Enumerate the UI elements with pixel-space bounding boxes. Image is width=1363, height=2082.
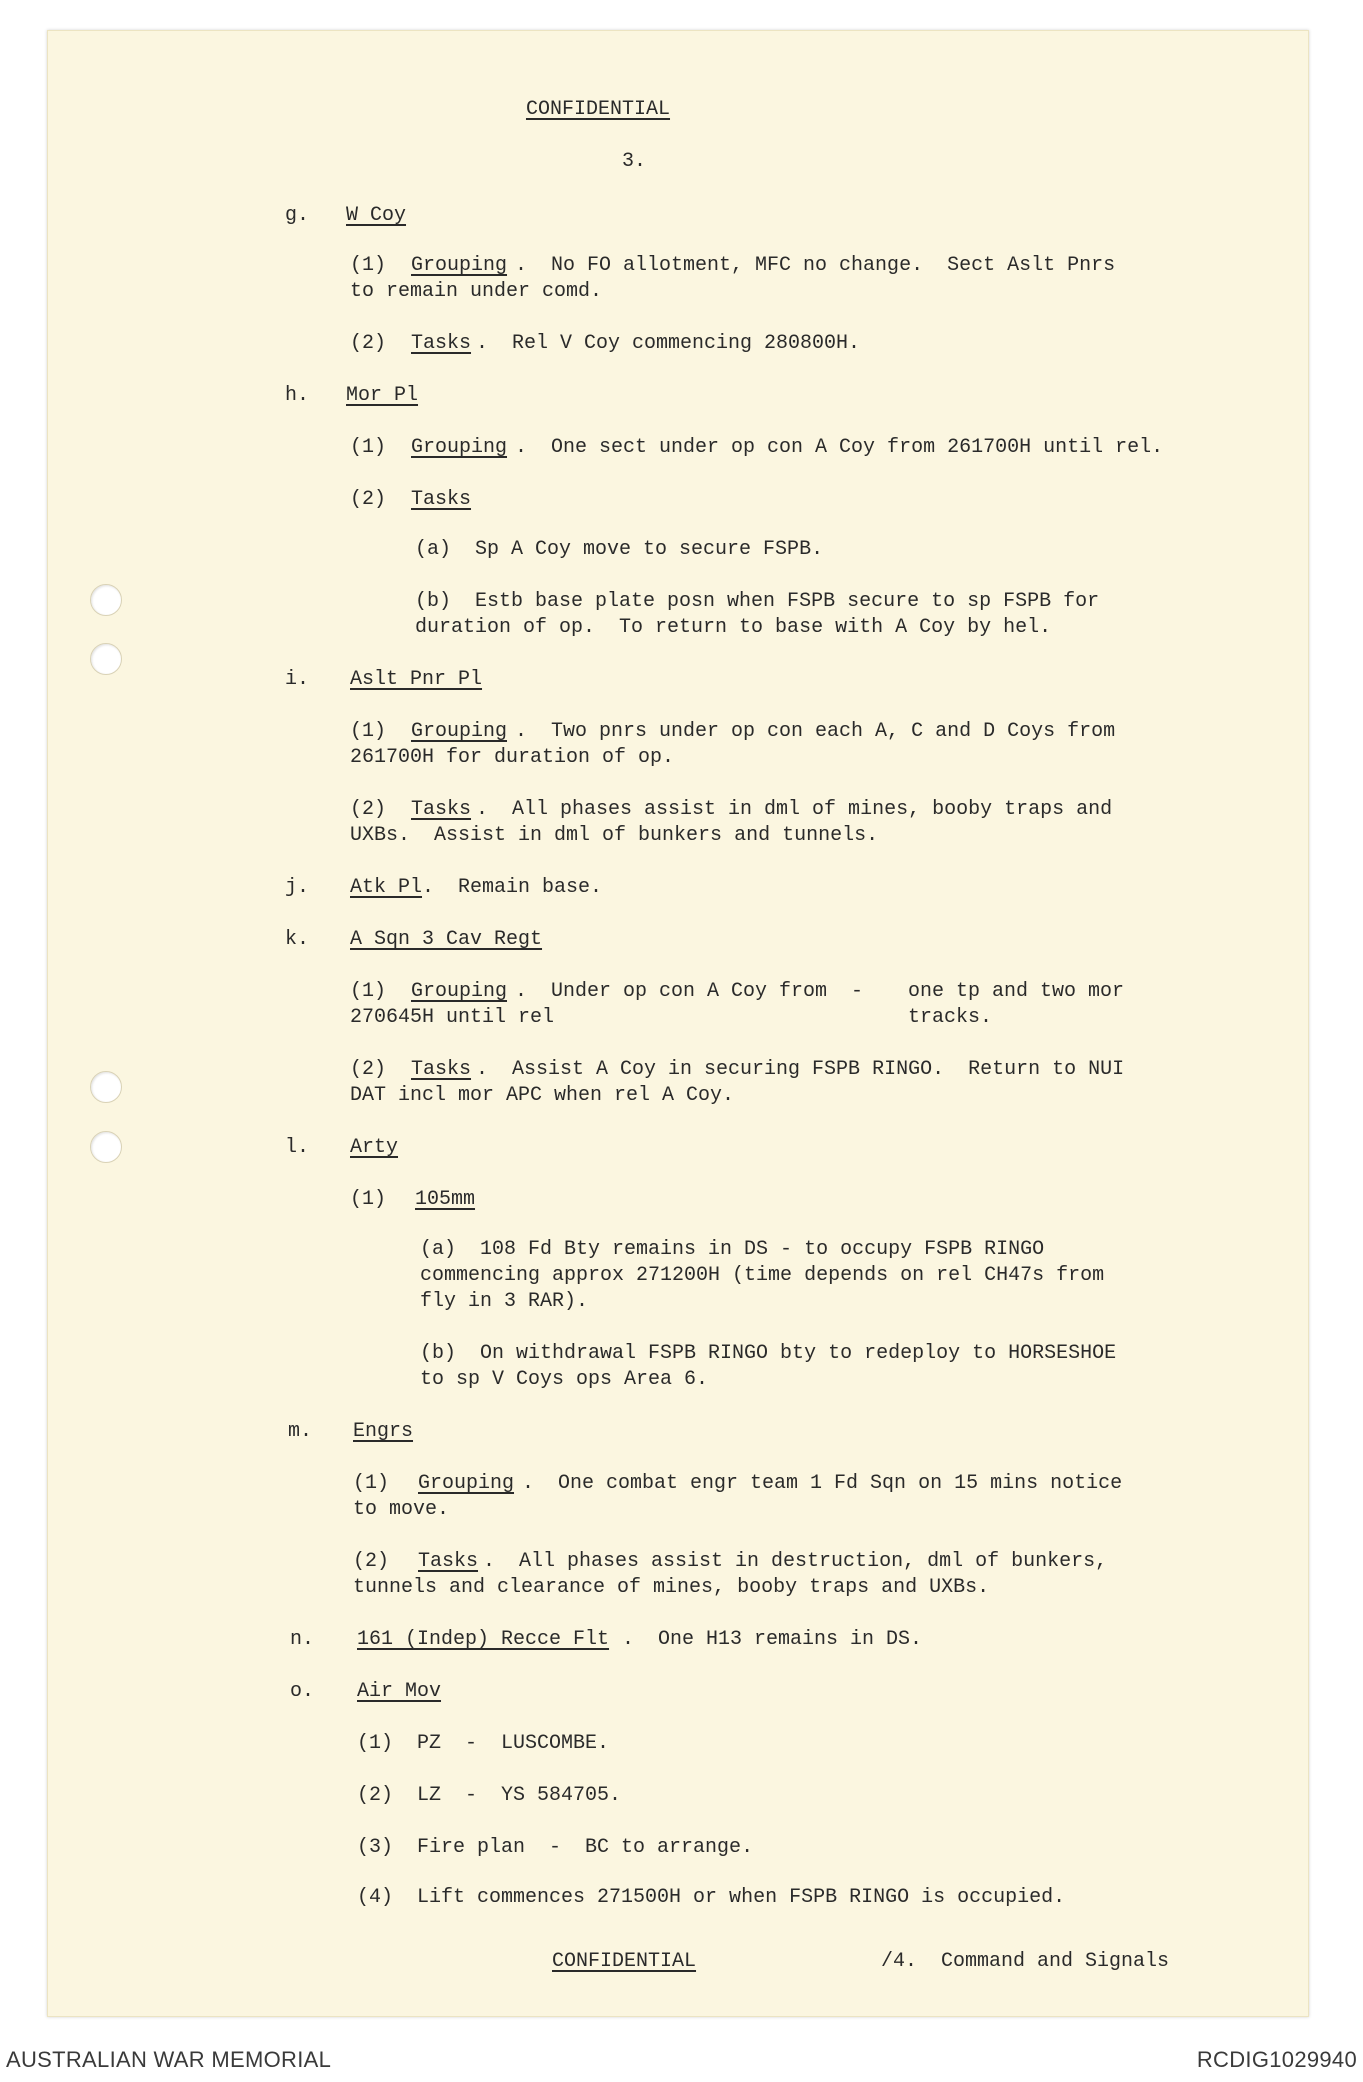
section-title: Arty	[350, 1136, 399, 1159]
item-number: (1)	[350, 980, 387, 1003]
item-text: UXBs. Assist in dml of bunkers and tunnels.	[350, 824, 879, 847]
item-text: . One combat engr team 1 Fd Sqn on 15 mins notice	[522, 1472, 1123, 1495]
item-label: 105mm	[415, 1188, 476, 1211]
section-title: Aslt Pnr Pl	[350, 668, 483, 691]
document-page	[47, 30, 1309, 2017]
item-text: . One H13 remains in DS.	[622, 1628, 923, 1651]
item-label: Tasks	[411, 798, 472, 821]
item-text: 270645H until rel	[350, 1006, 555, 1029]
item-text: to remain under comd.	[350, 280, 603, 303]
item-text: . All phases assist in destruction, dml of bunkers,	[483, 1550, 1108, 1573]
sub-item-text: to sp V Coys ops Area 6.	[420, 1368, 709, 1391]
section-title: W Coy	[346, 204, 407, 227]
item-number: (1)	[353, 1472, 390, 1495]
section-letter: n.	[290, 1628, 315, 1651]
item-text: . Two pnrs under op con each A, C and D Coys from	[515, 720, 1116, 743]
section-title: A Sqn 3 Cav Regt	[350, 928, 543, 951]
item-number: (2)	[350, 332, 387, 355]
item-text: to move.	[353, 1498, 450, 1521]
list-item: (1) PZ - LUSCOMBE.	[357, 1732, 610, 1755]
item-text: . Assist A Coy in securing FSPB RINGO. Return to NUI	[476, 1058, 1125, 1081]
section-title: Air Mov	[357, 1680, 442, 1703]
item-text: . No FO allotment, MFC no change. Sect Aslt Pnrs	[515, 254, 1116, 277]
sub-item-text: (a) Sp A Coy move to secure FSPB.	[415, 538, 824, 561]
item-text: tunnels and clearance of mines, booby traps and UXBs.	[353, 1576, 990, 1599]
continuation-note: /4. Command and Signals	[881, 1950, 1170, 1973]
item-text: . One sect under op con A Coy from 261700H until rel.	[515, 436, 1164, 459]
section-letter: m.	[288, 1420, 313, 1443]
item-number: (1)	[350, 436, 387, 459]
item-label: Tasks	[411, 1058, 472, 1081]
section-letter: i.	[285, 668, 310, 691]
item-label: Grouping	[411, 720, 508, 743]
section-letter: g.	[285, 204, 310, 227]
section-letter: j.	[285, 876, 310, 899]
sub-item-text: (b) On withdrawal FSPB RINGO bty to redeploy to HORSESHOE	[420, 1342, 1117, 1365]
section-title: 161 (Indep) Recce Flt	[357, 1628, 610, 1651]
section-letter: l.	[285, 1136, 310, 1159]
item-text: . Under op con A Coy from -	[515, 980, 864, 1003]
archive-id: RCDIG1029940	[1196, 2047, 1357, 2072]
section-letter: o.	[290, 1680, 315, 1703]
classification-header: CONFIDENTIAL	[525, 98, 671, 121]
item-label: Grouping	[411, 980, 508, 1003]
item-text: . All phases assist in dml of mines, booby traps and	[476, 798, 1113, 821]
list-item: (4) Lift commences 271500H or when FSPB RINGO is occupied.	[357, 1886, 1066, 1909]
page-number: 3.	[621, 150, 646, 173]
section-title: Engrs	[353, 1420, 414, 1443]
section-letter: k.	[285, 928, 310, 951]
sub-item-text: (b) Estb base plate posn when FSPB secure to sp FSPB for	[415, 590, 1100, 613]
list-item: (3) Fire plan - BC to arrange.	[357, 1836, 754, 1859]
item-text: . Rel V Coy commencing 280800H.	[476, 332, 861, 355]
item-text: . Remain base.	[422, 876, 603, 899]
item-label: Grouping	[411, 254, 508, 277]
sub-item-text: (a) 108 Fd Bty remains in DS - to occupy FSPB RINGO	[420, 1238, 1045, 1261]
section-title: Atk Pl	[350, 876, 423, 899]
section-title: Mor Pl	[346, 384, 419, 407]
item-number: (2)	[350, 798, 387, 821]
item-label: Tasks	[411, 488, 472, 511]
item-number: (2)	[353, 1550, 390, 1573]
document-body	[48, 31, 1308, 2016]
item-number: (1)	[350, 254, 387, 277]
section-letter: h.	[285, 384, 310, 407]
list-item: (2) LZ - YS 584705.	[357, 1784, 622, 1807]
item-number: (2)	[350, 1058, 387, 1081]
sub-item-text: commencing approx 271200H (time depends on rel CH47s from	[420, 1264, 1105, 1287]
item-number: (2)	[350, 488, 387, 511]
item-text-right: one tp and two mor	[908, 980, 1125, 1003]
item-number: (1)	[350, 720, 387, 743]
item-label: Grouping	[418, 1472, 515, 1495]
item-text: 261700H for duration of op.	[350, 746, 675, 769]
item-number: (1)	[350, 1188, 387, 1211]
item-label: Tasks	[411, 332, 472, 355]
sub-item-text: fly in 3 RAR).	[420, 1290, 589, 1313]
sub-item-text: duration of op. To return to base with A Coy by hel.	[415, 616, 1052, 639]
archive-name: AUSTRALIAN WAR MEMORIAL	[6, 2047, 332, 2072]
item-label: Tasks	[418, 1550, 479, 1573]
classification-footer: CONFIDENTIAL	[552, 1950, 697, 1973]
item-text: DAT incl mor APC when rel A Coy.	[350, 1084, 735, 1107]
item-text-right: tracks.	[908, 1006, 993, 1029]
item-label: Grouping	[411, 436, 508, 459]
